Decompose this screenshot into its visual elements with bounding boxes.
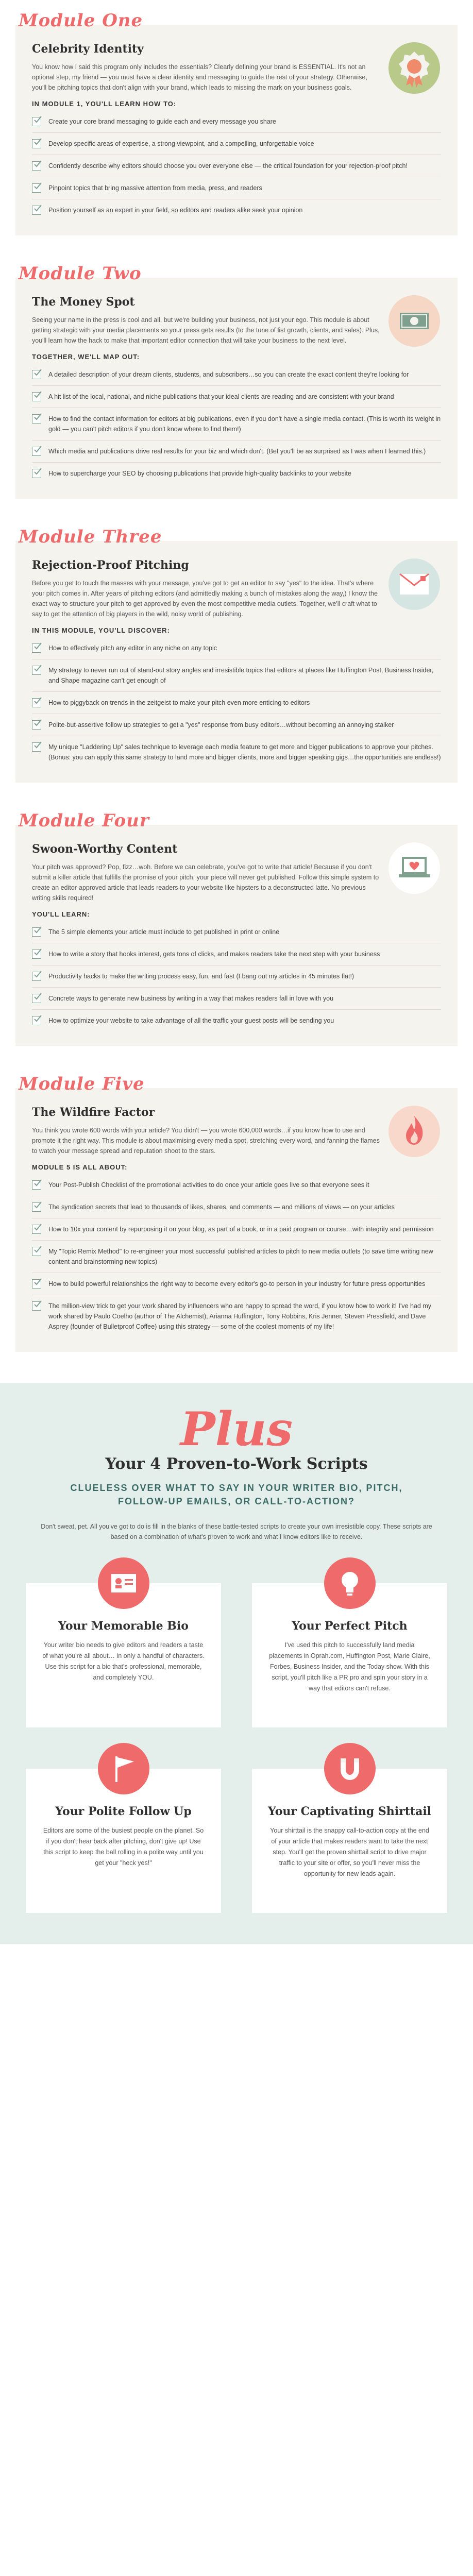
- module-tag: Module Five: [19, 1074, 145, 1094]
- list-item-text: Confidently describe why editors should choose you over everyone else — the critical foundation for your rejection-proof pitch!: [48, 162, 408, 170]
- list-item: [32, 364, 441, 386]
- module-list-heading: IN THIS MODULE, YOU'LL DISCOVER:: [32, 626, 170, 634]
- module-tag: Module Two: [19, 263, 142, 284]
- checkbox-icon: [32, 1225, 41, 1234]
- checkbox-icon: [32, 994, 41, 1003]
- checkbox-icon: [32, 742, 41, 752]
- card-title: Your Polite Follow Up: [55, 1805, 192, 1818]
- module-section: [15, 10, 458, 235]
- list-item: [32, 111, 441, 133]
- list-item: [32, 440, 441, 463]
- list-item-text: The million-view trick to get your work shared by influencers who are happy to spread the word, if you know how to work it! I've had my work shared by Paulo Coelho (author of The Alchemist), Arianna Huffington, Tony Robbins, Kris Jenner, Steven Pressfield, and Dave Asprey (founder of Bulletproof Coffee) using this strategy — some of the coolest moments of my life!: [48, 1302, 431, 1330]
- module-section: [15, 810, 458, 1046]
- list-item: [32, 637, 441, 659]
- module-section: [15, 1074, 458, 1352]
- plus-subtitle: CLUELESS OVER WHAT TO SAY IN YOUR WRITER BIO, PITCH, FOLLOW-UP EMAILS, OR CALL-TO-ACTION?: [70, 1483, 403, 1506]
- checkbox-icon: [32, 950, 41, 959]
- list-item-text: How to find the contact information for editors at big publications, even if you don't have a single media contact. (This is worth its weight in gold — you can't pitch editors if you don't know where to find them!): [48, 415, 441, 433]
- list-item: [32, 1218, 441, 1241]
- checkbox-icon: [32, 1180, 41, 1190]
- checkbox-icon: [32, 139, 41, 148]
- list-item: [32, 692, 441, 714]
- module-section: [15, 527, 458, 783]
- module-intro: Your pitch was approved? Pop, fizz…woh. Before we can celebrate, you've got to write that article! Because if you don't submit a killer article that fulfills the promise of your pitch, your piece will never get published. Follow this simple system to create an editor-approved article that leads readers to your website like hipsters to a deconstructed latte. No previous writing skills required!: [32, 863, 379, 902]
- module-title: Swoon-Worthy Content: [32, 842, 178, 856]
- list-item-text: How to 10x your content by repurposing it on your blog, as part of a book, or in a paid program or course…with integrity and permission: [48, 1226, 434, 1233]
- list-item-text: Position yourself as an expert in your field, so editors and readers alike seek your opinion: [48, 207, 303, 214]
- checkbox-icon: [32, 643, 41, 653]
- script-card: [26, 1769, 221, 1913]
- module-tag: Module Three: [19, 527, 162, 547]
- list-item: [32, 1174, 441, 1196]
- module-list-heading: YOU'LL LEARN:: [32, 910, 90, 918]
- list-item: [32, 199, 441, 221]
- checkbox-icon: [32, 1247, 41, 1256]
- plus-title: Your 4 Proven-to-Work Scripts: [105, 1455, 368, 1473]
- checkbox-icon: [32, 117, 41, 126]
- list-item: [32, 408, 441, 440]
- card-text: I've used this pitch to successfully land media placements in Oprah.com, Huffington Post, Marie Claire, Forbes, Business Insider, and the Today show. With this script, you'll pitch like a PR pro and spin your story in a way that editors can't refuse.: [269, 1641, 430, 1692]
- card-text: Your shirttail is the snappy call-to-action copy at the end of your article that makes readers want to take the next step. You'll get the proven shirttail script to drive major traffic to your site or offer, so you'll never miss the opportunity for new leads again.: [270, 1827, 429, 1877]
- list-item-text: The syndication secrets that lead to thousands of likes, shares, and comments — and millions of views — on your articles: [48, 1204, 395, 1211]
- module-intro: Before you get to touch the masses with your message, you've got to get an editor to say "yes" to the idea. That's where your pitch comes in. After years of pitching editors (and admittedly making a bunch of mistakes along the way,) I know the exact way to structure your pitch to get approved by even the most competitive media outlets. Together, we'll craft what to say to get the attention of big players in the wild, noisy world of publishing.: [32, 580, 378, 618]
- list-item: [32, 988, 441, 1010]
- module-intro: Seeing your name in the press is cool and all, but we're building your business, not just your ego. This module is about getting strategic with your media placements so your press gets results (to the tune of list growth, clients, and sales). Plus, you'll learn how the hack to make that important editor connection that will take your business to the next level.: [32, 316, 380, 344]
- script-cards: [26, 1583, 447, 1913]
- module-items: [32, 364, 441, 484]
- script-card: [26, 1583, 221, 1727]
- card-title: Your Perfect Pitch: [292, 1619, 408, 1633]
- magnet-icon: [324, 1743, 376, 1794]
- list-item-text: Develop specific areas of expertise, a strong viewpoint, and a compelling, unforgettable voice: [48, 140, 314, 147]
- card-text: Your writer bio needs to give editors and readers a taste of what you're all about… in only a handful of characters. Use this script for a bio that's professional, memorable, and completely YOU.: [42, 1641, 205, 1681]
- list-item: [32, 943, 441, 965]
- list-item: [32, 1273, 441, 1295]
- id-card-icon: [98, 1557, 149, 1609]
- module-items: [32, 637, 441, 768]
- checkbox-icon: [32, 414, 41, 423]
- mail-icon: [388, 558, 440, 610]
- module-box: [15, 25, 458, 235]
- list-item: [32, 736, 441, 768]
- list-item-text: How to write a story that hooks interest, gets tons of clicks, and makes readers take the next step with your business: [48, 951, 380, 958]
- checkbox-icon: [32, 392, 41, 401]
- module-tag: Module One: [19, 10, 143, 31]
- module-intro: You think you wrote 600 words with your article? You didn't — you wrote 600,000 words…if you know how to use and promote it the right way. This module is about maximising every media spot, stretching every word, and fanning the flames to watch your message spread and reputation shoot to the stars.: [32, 1127, 380, 1155]
- list-item: [32, 1295, 441, 1337]
- plus-heading: Plus: [180, 1402, 293, 1456]
- module-list-heading: MODULE 5 IS ALL ABOUT:: [32, 1163, 128, 1171]
- module-items: [32, 921, 441, 1031]
- module-box: [15, 825, 458, 1046]
- module-box: [15, 278, 458, 499]
- checkbox-icon: [32, 370, 41, 379]
- badge-icon: [388, 42, 440, 94]
- module-intro: You know how I said this program only includes the essentials? Clearly defining your brand is ESSENTIAL. It's not an optional step, my friend — you must have a clear identity and messaging to guide the rest of your strategy. Otherwise, you'll be pitching topics that don't align with your brand, which leads to missing the mark on your business goals.: [32, 63, 367, 91]
- flag-icon: [98, 1743, 149, 1794]
- lightbulb-icon: [324, 1557, 376, 1609]
- checkbox-icon: [32, 720, 41, 730]
- list-item: [32, 714, 441, 736]
- list-item: [32, 1241, 441, 1273]
- list-item: [32, 386, 441, 408]
- list-item-text: Polite-but-assertive follow up strategies to get a "yes" response from busy editors…without becoming an annoying stalker: [48, 721, 394, 728]
- list-item-text: Your Post-Publish Checklist of the promotional activities to do once your article goes live so that everyone sees it: [48, 1181, 369, 1189]
- list-item-text: My unique "Laddering Up" sales technique to leverage each media feature to get more and bigger publications to approve your pitches. (Bonus: you can apply this same strategy to land more and bigger clients, more and bigger speaking gigs…the opportunities are endless!): [48, 743, 441, 761]
- checkbox-icon: [32, 1202, 41, 1212]
- checkbox-icon: [32, 161, 41, 171]
- checkbox-icon: [32, 206, 41, 215]
- script-card: [252, 1769, 447, 1913]
- list-item-text: A hit list of the local, national, and niche publications that your ideal clients are reading and are consistent with your brand: [48, 393, 394, 400]
- list-item-text: Create your core brand messaging to guide each and every message you share: [48, 118, 276, 125]
- list-item-text: Pinpoint topics that bring massive attention from media, press, and readers: [48, 184, 262, 192]
- list-item: [32, 1196, 441, 1218]
- list-item: [32, 133, 441, 155]
- module-title: The Money Spot: [32, 295, 135, 309]
- module-title: Rejection-Proof Pitching: [32, 558, 189, 572]
- list-item: [32, 1010, 441, 1031]
- module-box: [15, 541, 458, 783]
- checkbox-icon: [32, 447, 41, 456]
- checkbox-icon: [32, 927, 41, 937]
- checkbox-icon: [32, 972, 41, 981]
- list-item-text: How to build powerful relationships the right way to become every editor's go-to person in your industry for future press opportunities: [48, 1280, 426, 1287]
- checkbox-icon: [32, 183, 41, 193]
- checkbox-icon: [32, 469, 41, 478]
- list-item: [32, 463, 441, 484]
- list-item-text: How to piggyback on trends in the zeitgeist to make your pitch even more enticing to editors: [48, 699, 310, 706]
- list-item-text: How to supercharge your SEO by choosing publications that provide high-quality backlinks to your website: [48, 470, 351, 477]
- card-title: Your Captivating Shirttail: [267, 1805, 432, 1818]
- list-item-text: How to effectively pitch any editor in any niche on any topic: [48, 645, 217, 652]
- module-list-heading: TOGETHER, WE'LL MAP OUT:: [32, 353, 140, 361]
- list-item: [32, 659, 441, 692]
- list-item-text: A detailed description of your dream clients, students, and subscribers…so you can create the exact content they're looking for: [48, 371, 409, 378]
- list-item: [32, 155, 441, 177]
- checkbox-icon: [32, 1016, 41, 1025]
- list-item-text: My strategy to never run out of stand-out story angles and irresistible topics that editors at places like Huffington Post, Business Insider, and Shape magazine can't get enough of: [48, 667, 434, 684]
- list-item: [32, 177, 441, 199]
- script-card: [252, 1583, 447, 1727]
- plus-section: [0, 1383, 473, 1944]
- module-tag: Module Four: [19, 810, 149, 831]
- module-box: [15, 1088, 458, 1352]
- module-title: The Wildfire Factor: [32, 1106, 155, 1119]
- checkbox-icon: [32, 666, 41, 675]
- card-title: Your Memorable Bio: [58, 1619, 189, 1633]
- module-list-heading: IN MODULE 1, YOU'LL LEARN HOW TO:: [32, 100, 177, 108]
- card-text: Editors are some of the busiest people on the planet. So if you don't hear back after pitching, don't give up! Use this script to keep the ball rolling in a polite way until you get your "heck yes!": [43, 1827, 204, 1867]
- list-item-text: The 5 simple elements your article must include to get published in print or online: [48, 928, 280, 936]
- list-item-text: My "Topic Remix Method" to re-engineer your most successful published articles to pitch to new media outlets (to save time writing new content and brainstorming new topics): [48, 1248, 433, 1265]
- checkbox-icon: [32, 1301, 41, 1311]
- list-item: [32, 921, 441, 943]
- plus-intro: Don't sweat, pet. All you've got to do is fill in the blanks of these battle-tested scripts to create your own irresistible copy. These scripts are based on a combination of what's proven to work and what I know editors like to receive.: [41, 1523, 432, 1540]
- module-items: [32, 111, 441, 221]
- checkbox-icon: [32, 1279, 41, 1289]
- money-icon: [388, 295, 440, 347]
- module-items: [32, 1174, 441, 1337]
- list-item-text: Productivity hacks to make the writing process easy, fun, and fast (I bang out my articles in 45 minutes flat!): [48, 973, 354, 980]
- list-item-text: Concrete ways to generate new business by writing in a way that makes readers fall in love with you: [48, 995, 334, 1002]
- module-section: [15, 263, 458, 499]
- list-item-text: Which media and publications drive real results for your biz and which don't. (Bet you'll be as surprised as I was when I learned this.): [48, 448, 426, 455]
- checkbox-icon: [32, 698, 41, 707]
- fire-icon: [388, 1106, 440, 1157]
- laptop-heart-icon: [388, 842, 440, 894]
- list-item-text: How to optimize your website to take advantage of all the traffic your guest posts will be sending you: [48, 1017, 334, 1024]
- module-title: Celebrity Identity: [32, 42, 144, 56]
- list-item: [32, 965, 441, 988]
